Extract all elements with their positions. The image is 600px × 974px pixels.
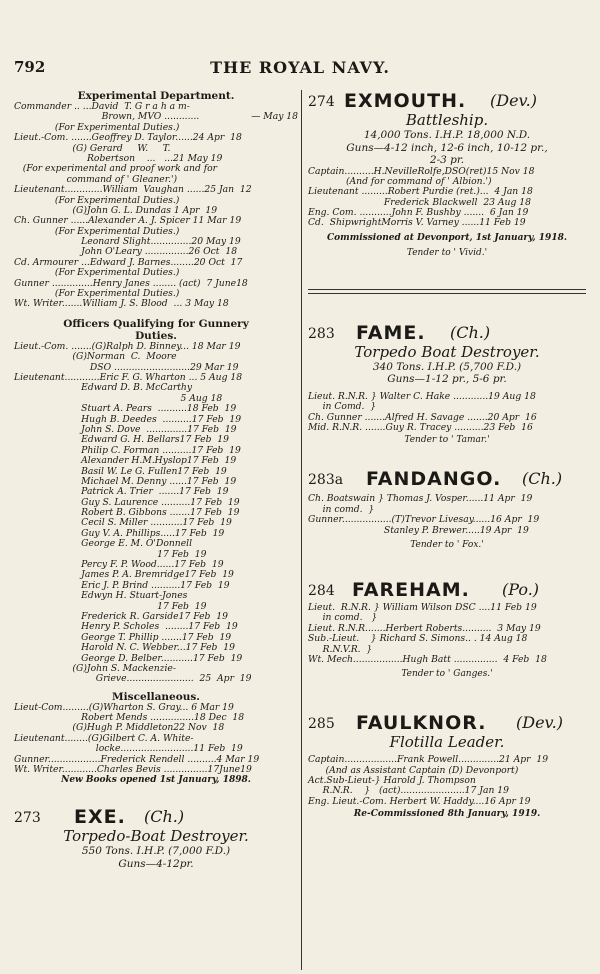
list-line [308,423,586,433]
line-text: Guy S. Laurence ..........17 Feb 19 [14,496,240,508]
line-text: Eng. Com. ...........John F. Bushby ....... 6 Jan 19 [308,207,529,219]
line-text: (For Experimental Duties.) [14,225,180,237]
list-line [14,185,298,195]
line-text: Frederick R. Garside17 Feb 19 [14,610,228,622]
tender-note: Tender to ' Fox.' [410,539,484,550]
line-text: (G) Gerard W. T. [14,142,171,154]
ship-number: 273 [14,810,41,827]
line-text: John O'Leary ...............26 Oct 18 [14,246,238,258]
experimental-title: Experimental Department. [77,90,235,102]
line-text: (For Experimental Duties.) [14,194,180,206]
line-text: John S. Dove ..............17 Feb 19 [14,423,237,435]
line-text: Lieut. R.N.R. } William Wilson DSC ....11 Feb 19 [308,601,537,613]
line-text: Henry P. Scholes ........17 Feb 19 [14,621,238,633]
line-text: Stuart A. Pears ..........18 Feb 19 [14,403,237,415]
ship-guns: Guns—4-12pr. [118,857,194,870]
line-text: George E. M. O'Donnell [14,538,193,550]
line-text: in comd. } [308,503,375,515]
line-text: Lieutenant............Eric F. G. Wharton ... 5 Aug 18 [14,371,243,383]
ship-port: (Ch.) [450,322,491,342]
experimental-list [14,102,298,310]
ship-number: 285 [308,716,335,733]
line-text: in Comd. } [308,401,377,413]
ship-number: 284 [308,582,335,599]
line-text: Ch. Boatswain } Thomas J. Vosper......11 Apr 19 [308,493,533,505]
line-text: Lieut.-Com. .......(G)Ralph D. Binney... 18 Mar 19 [14,340,241,352]
ship-type: Torpedo Boat Destroyer. [354,342,540,361]
line-text: Ch. Gunner .......Alfred H. Savage .......20 Apr 16 [308,411,537,423]
line-text: Michael M. Denny ......17 Feb 19 [14,475,237,487]
ship-port: (Ch.) [522,469,563,489]
list-line [308,218,586,228]
list-line [308,526,586,536]
line-text: Eric J. P. Brind ..........17 Feb 19 [14,579,230,591]
line-text: Lieutenant.............William Vaughan ......25 Jan 12 [14,184,252,196]
line-text: (G)Norman C. Moore [14,351,177,363]
list-line [308,634,586,644]
ship-port: (Dev.) [516,713,564,733]
ship-fareham-header [308,579,586,601]
line-text: Captain..................Frank Powell..............21 Apr 19 [308,754,549,766]
ship-name: FANDANGO. [366,468,502,491]
column-divider [301,90,302,970]
line-text: Edward D. B. McCarthy [14,382,193,394]
line-text: Cecil S. Miller ...........17 Feb 19 [14,517,232,529]
ship-number: 283 [308,325,335,342]
line-text: locke.........................11 Feb 19 [14,743,243,755]
section-rule [308,289,586,294]
ship-guns-2: 2-3 pr. [429,154,465,166]
line-date: — May 18 [251,111,298,123]
line-text: (And as Assistant Captain (D) Devonport) [308,764,519,776]
gunnery-title-2: Duties. [135,329,177,342]
ship-number: 283a [308,472,344,489]
tender-note: Tender to ' Ganges.' [401,669,493,680]
line-text: (For Experimental Duties.) [14,267,180,279]
commissioned-note: Re-Commissioned 8th January, 1919. [353,809,541,820]
list-line [14,133,298,143]
line-text: command of ' Gleaner.') [14,173,178,185]
line-text: Wt. Writer.......William J. S. Blood ... 3 May 18 [14,298,229,310]
ship-spec: 550 Tons. I.H.P. (7,000 F.D.) [81,845,231,858]
gunnery-list [14,342,298,685]
line-text: (And for command of ' Albion.') [308,175,492,187]
ship-fandango-header [308,468,586,490]
line-text: Edwyn H. Stuart-Jones [14,590,188,602]
ship-port: (Po.) [502,579,540,599]
ship-guns: Guns—4-12 inch, 12-6 inch, 10-12 pr., [346,141,548,154]
line-text: George D. Belber...........17 Feb 19 [14,652,243,664]
line-text: (G)Hugh P. Middleton22 Nov 18 [14,722,225,734]
line-text: R.N.V.R. } [308,643,373,655]
list-line [14,643,298,653]
line-text: Philip C. Forman ..........17 Feb 19 [14,444,241,456]
books-footnote: New Books opened 1st January, 1898. [61,775,251,786]
commissioned-note: Commissioned at Devonport, 1st January, 1918. [327,232,567,243]
misc-title: Miscellaneous. [112,690,200,703]
ship-number: 274 [308,94,335,110]
line-text: Robert Mends ...............18 Dec 18 [14,712,245,724]
list-line [14,674,298,684]
running-title: THE ROYAL NAVY. [210,58,390,77]
ship-name: FAULKNOR. [356,712,487,735]
ship-faulknor-header [308,712,586,734]
line-text: Brown, MVO ............ [14,111,200,123]
line-text: Stanley P. Brewer.....19 Apr 19 [308,524,529,536]
fame-officers [308,392,586,434]
ship-exe-header [14,806,298,828]
line-text: 5 Aug 18 [14,392,223,404]
line-text: Mid. R.N.R. .......Guy R. Tracey ..........23 Feb 16 [308,422,533,434]
line-text: Act.Sub-Lieut-} Harold J. Thompson [308,775,476,787]
ship-port: (Ch.) [144,807,185,827]
ship-type: Torpedo-Boat Destroyer. [63,827,249,846]
tender-note: Tender to ' Tamar.' [404,435,490,446]
line-text: Cd. ShipwrightMorris V. Varney ......11 Feb 19 [308,217,526,229]
ship-name: FAME. [356,321,426,344]
line-text: Gunner ..............Henry Janes ........ (act) 7 June18 [14,277,248,289]
list-line [308,655,586,665]
line-text: Commander .. ...David T. G r a h a m- [14,101,190,112]
ship-spec: 14,000 Tons. I.H.P. 18,000 N.D. [363,129,531,141]
line-text: (G)John G. L. Dundas 1 Apr 19 [14,204,218,216]
line-text: Eng. Lieut.-Com. Herbert W. Haddy....16 Apr 19 [308,795,531,807]
line-text: Grieve....................... 25 Apr 19 [14,673,252,685]
line-text: DSO ..........................29 Mar 19 [14,361,239,373]
line-text: Wt. Mech.................Hugh Batt ............... 4 Feb 18 [308,653,547,665]
page-number: 792 [14,58,46,76]
line-text: Lieut. R.N.R. } Walter C. Hake ............19 Aug 18 [308,390,536,402]
line-text: Lieut.-Com. .......Geoffrey D. Taylor......24 Apr 18 [14,132,242,144]
line-text: Lieut. R.N.R.......Herbert Roberts.......... 3 May 19 [308,622,541,634]
line-text: Wt. Writer............Charles Bevis ...............17June19 [14,764,252,776]
misc-list [14,703,298,776]
tender-note: Tender to ' Vivid.' [406,247,488,258]
fandango-officers [308,494,586,536]
list-line [14,404,298,414]
ship-name: EXMOUTH. [344,90,467,112]
line-text: Robert B. Gibbons .......17 Feb 19 [14,507,240,519]
exmouth-officers [308,167,586,229]
list-line [14,299,298,309]
ship-fame-header [308,322,586,344]
line-text: Ch. Gunner ......Alexander A. J. Spicer 11 Mar 19 [14,215,242,227]
line-text: in comd. } [308,612,378,624]
line-text: Percy F. P. Wood......17 Feb 19 [14,559,224,571]
line-text: Gunner..................Frederick Rendell ..........4 Mar 19 [14,753,260,765]
line-text: Basil W. Le G. Fullen17 Feb 19 [14,465,227,477]
line-text: (For experimental and proof work and for [14,163,218,175]
line-text: (For Experimental Duties.) [14,121,180,133]
ship-name: FAREHAM. [352,578,470,601]
ship-port: (Dev.) [490,91,538,110]
line-text: Guy V. A. Phillips.....17 Feb 19 [14,527,225,539]
line-text: Lieutenant .........Robert Purdie (ret.)... 4 Jan 18 [308,186,533,198]
line-text: George T. Phillip .......17 Feb 19 [14,631,232,643]
right-column [308,90,586,820]
line-text: Harold N. C. Webber...17 Feb 19 [14,642,235,654]
ship-type: Battleship. [405,111,489,129]
ship-type: Flotilla Leader. [389,733,505,752]
line-text: R.N.R. } (act)......................17 Jan 19 [308,785,509,797]
line-text: Alexander H.M.Hyslop17 Feb 19 [14,455,237,467]
line-text: Cd. Armourer ...Edward J. Barnes........20 Oct 17 [14,256,243,268]
line-text: 17 Feb 19 [14,600,207,612]
line-text: James P. A. Bremridge17 Feb 19 [14,569,234,581]
line-text: Lieutenant........(G)Gilbert C. A. White- [14,732,194,744]
line-text: Sub.-Lieut. } Richard S. Simons.. . 14 Aug 18 [308,633,528,645]
line-text: 17 Feb 19 [14,548,207,560]
gunnery-title: Officers Qualifying for Gunnery [63,317,249,330]
ship-guns: Guns—1-12 pr., 5-6 pr. [387,373,507,386]
faulknor-officers [308,755,586,807]
left-column [14,90,298,870]
list-line [14,765,298,775]
line-text: Frederick Blackwell 23 Aug 18 [308,196,531,208]
line-text: Edward G. H. Bellars17 Feb 19 [14,434,229,446]
line-text: (For Experimental Duties.) [14,288,180,300]
ship-exmouth-header [308,90,586,112]
ship-spec: 340 Tons. I.H.P. (5,700 F.D.) [372,360,522,373]
list-line [14,456,298,466]
list-line [308,797,586,807]
line-text: Gunner.................(T)Trevor Livesay......16 Apr 19 [308,514,540,526]
line-text: Patrick A. Trier .......17 Feb 19 [14,486,229,498]
fareham-officers [308,603,586,665]
line-text: Robertson ... ...21 May 19 [14,152,223,164]
line-text: Lieut-Com.........(G)Wharton S. Gray... 6 Mar 19 [14,701,234,713]
line-text: (G)John S. Mackenzie- [14,662,176,674]
line-text: Leonard Slight..............20 May 19 [14,236,241,248]
line-text: Captain..........H.NevilleRolfe,DSO(ret)15 Nov 18 [308,165,535,177]
ship-name: EXE. [74,806,126,829]
line-text: Hugh B. Deedes ..........17 Feb 19 [14,413,242,425]
